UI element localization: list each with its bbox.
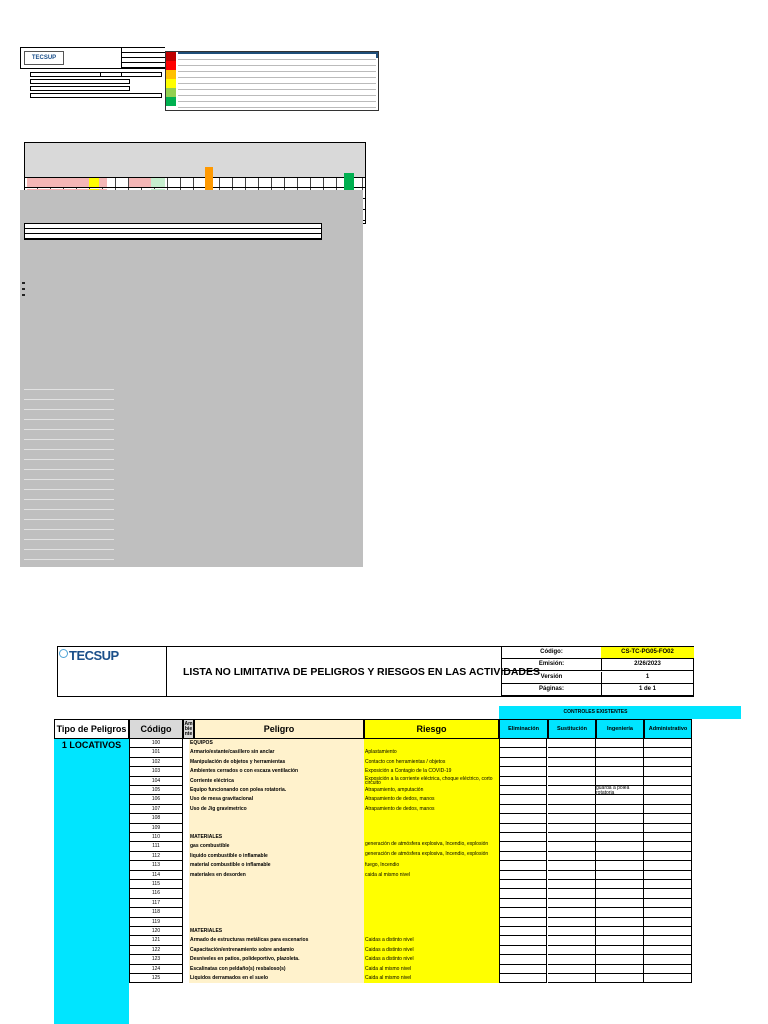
riesgo-cell: fuego, Incendio (364, 861, 499, 870)
codigo-cell: 101 (129, 748, 183, 757)
mini-legend-table (165, 51, 379, 111)
administrativo-cell (644, 824, 692, 833)
ingenieria-cell (596, 871, 644, 880)
administrativo-cell (644, 889, 692, 898)
sustitucion-cell (548, 814, 596, 823)
col-header-tipo: Tipo de Peligros (54, 719, 129, 739)
codigo-cell: 102 (129, 758, 183, 767)
eliminacion-cell (499, 861, 547, 870)
table-row (54, 880, 692, 889)
sustitucion-cell (548, 824, 596, 833)
peligro-cell: material combustible o inflamable (189, 861, 364, 870)
codigo-cell: 124 (129, 965, 183, 974)
codigo-cell: 100 (129, 739, 183, 748)
eliminacion-cell (499, 758, 547, 767)
codigo-cell: 117 (129, 899, 183, 908)
peligro-cell: EQUIPOS (189, 739, 364, 748)
sustitucion-cell (548, 739, 596, 748)
peligro-cell: Armado de estructuras metálicas para escenarios (189, 936, 364, 945)
sustitucion-cell (548, 758, 596, 767)
meta-row (502, 672, 694, 684)
ingenieria-cell: guarda a polea rotatoria (596, 786, 644, 795)
sustitucion-cell (548, 871, 596, 880)
ingenieria-cell (596, 965, 644, 974)
administrativo-cell (644, 786, 692, 795)
peligro-cell: MATERIALES (189, 833, 364, 842)
table-row (54, 908, 692, 917)
table-row (54, 918, 692, 927)
administrativo-cell (644, 871, 692, 880)
riesgo-cell (364, 918, 499, 927)
peligro-cell: Escalinatas con peldaño(s) resbaloso(s) (189, 965, 364, 974)
administrativo-cell (644, 918, 692, 927)
riesgo-cell: Atrapamiento de dedos, manos (364, 795, 499, 804)
eliminacion-cell (499, 842, 547, 851)
ingenieria-cell (596, 908, 644, 917)
administrativo-cell (644, 795, 692, 804)
peligro-cell: Capacitación/entrenamiento sobre andamio (189, 946, 364, 955)
mini-logo: TECSUP (24, 51, 64, 65)
logo-box (58, 647, 167, 696)
codigo-cell: 104 (129, 777, 183, 786)
ingenieria-cell (596, 955, 644, 964)
controls-title: CONTROLES EXISTENTES (563, 709, 628, 715)
eliminacion-cell (499, 908, 547, 917)
table-row (54, 936, 692, 945)
meta-value: 1 (645, 673, 650, 680)
sustitucion-cell (548, 805, 596, 814)
mini-header (20, 47, 165, 69)
codigo-cell: 111 (129, 842, 183, 851)
sustitucion-cell (548, 786, 596, 795)
administrativo-cell (644, 739, 692, 748)
codigo-cell: 108 (129, 814, 183, 823)
table-row (54, 955, 692, 964)
table-row (54, 927, 692, 936)
col-header-ambiente: Ambiente (183, 719, 194, 739)
ingenieria-cell (596, 974, 644, 983)
table-row (54, 852, 692, 861)
meta-label: Versión (502, 672, 602, 683)
sustitucion-cell (548, 842, 596, 851)
ingenieria-cell (596, 861, 644, 870)
administrativo-cell (644, 946, 692, 955)
table-row (54, 786, 692, 795)
riesgo-cell: Exposición a la corriente eléctrica, choque eléctrico, corto circuito (364, 777, 499, 786)
eliminacion-cell (499, 965, 547, 974)
sustitucion-cell (548, 899, 596, 908)
riesgo-cell (364, 927, 499, 936)
eliminacion-cell (499, 918, 547, 927)
peligro-cell (189, 814, 364, 823)
sustitucion-cell (548, 795, 596, 804)
riesgo-cell (364, 739, 499, 748)
eliminacion-cell (499, 748, 547, 757)
table-row (54, 758, 692, 767)
riesgo-cell: generación de atmósfera explosiva, Incendio, explosión (364, 842, 499, 851)
codigo-cell: 121 (129, 936, 183, 945)
sustitucion-cell (548, 777, 596, 786)
peligro-cell (189, 824, 364, 833)
table-row (54, 899, 692, 908)
col-header-sustitucion: Sustitución (548, 719, 596, 739)
document-title: LISTA NO LIMITATIVA DE PELIGROS Y RIESGOS EN LAS ACTIVIDADES (182, 665, 541, 678)
table-row (54, 861, 692, 870)
col-header-peligro: Peligro (194, 719, 364, 739)
administrativo-cell (644, 833, 692, 842)
meta-row (502, 659, 694, 671)
eliminacion-cell (499, 852, 547, 861)
meta-value: 1 de 1 (638, 685, 656, 692)
col-header-codigo: Código (129, 719, 183, 739)
sustitucion-cell (548, 861, 596, 870)
table-row (54, 795, 692, 804)
mini-form-fields (20, 69, 163, 109)
peligro-cell: Uso de mesa gravitacional (189, 795, 364, 804)
codigo-cell: 107 (129, 805, 183, 814)
mini-footer-lines (24, 223, 322, 240)
meta-row (502, 647, 694, 659)
sustitucion-cell (548, 936, 596, 945)
eliminacion-cell (499, 889, 547, 898)
codigo-cell: 112 (129, 852, 183, 861)
codigo-cell: 114 (129, 871, 183, 880)
riesgo-cell: Caidas a distinto nivel (364, 936, 499, 945)
administrativo-cell (644, 955, 692, 964)
sustitucion-cell (548, 833, 596, 842)
meta-row (502, 684, 694, 696)
sustitucion-cell (548, 767, 596, 776)
codigo-cell: 103 (129, 767, 183, 776)
eliminacion-cell (499, 899, 547, 908)
eliminacion-cell (499, 955, 547, 964)
peligro-cell (189, 889, 364, 898)
meta-label: Código: (502, 647, 602, 658)
ingenieria-cell (596, 739, 644, 748)
ingenieria-cell (596, 833, 644, 842)
administrativo-cell (644, 758, 692, 767)
codigo-cell: 118 (129, 908, 183, 917)
ingenieria-cell (596, 767, 644, 776)
ingenieria-cell (596, 852, 644, 861)
peligro-cell: Manipulación de objetos y herramientas (189, 758, 364, 767)
eliminacion-cell (499, 805, 547, 814)
eliminacion-cell (499, 936, 547, 945)
tipo-group-label: 1 LOCATIVOS (61, 740, 122, 750)
table-row (54, 814, 692, 823)
codigo-cell: 105 (129, 786, 183, 795)
eliminacion-cell (499, 871, 547, 880)
riesgo-cell: Atrapamiento de dedos, manos (364, 805, 499, 814)
riesgo-cell (364, 908, 499, 917)
ingenieria-cell (596, 918, 644, 927)
peligro-cell: Ambientes cerrados o con escaza ventilación (189, 767, 364, 776)
document-meta (501, 647, 694, 696)
sustitucion-cell (548, 946, 596, 955)
peligro-cell (189, 918, 364, 927)
riesgo-cell: Caida al mismo nivel (364, 974, 499, 983)
administrativo-cell (644, 927, 692, 936)
administrativo-cell (644, 842, 692, 851)
peligro-cell: Corriente eléctrica (189, 777, 364, 786)
codigo-cell: 106 (129, 795, 183, 804)
sustitucion-cell (548, 880, 596, 889)
ingenieria-cell (596, 814, 644, 823)
col-header-administrativo: Administrativo (644, 719, 692, 739)
riesgo-cell: Caidas a distinto nivel (364, 946, 499, 955)
eliminacion-cell (499, 786, 547, 795)
peligro-cell: Equipo funcionando con polea rotatoria. (189, 786, 364, 795)
peligro-cell: Liquidos derramados en el suelo (189, 974, 364, 983)
eliminacion-cell (499, 824, 547, 833)
peligro-cell (189, 880, 364, 889)
sustitucion-cell (548, 955, 596, 964)
ingenieria-cell (596, 899, 644, 908)
sustitucion-cell (548, 965, 596, 974)
ingenieria-cell (596, 927, 644, 936)
eliminacion-cell (499, 974, 547, 983)
previous-sheet-thumbnail (20, 47, 363, 567)
meta-value: CS-TC-PG05-FO02 (601, 647, 694, 658)
logo-mark-icon (59, 649, 68, 658)
peligro-cell: Desniveles en patios, polideportivo, plazoleta. (189, 955, 364, 964)
administrativo-cell (644, 974, 692, 983)
eliminacion-cell (499, 833, 547, 842)
codigo-cell: 123 (129, 955, 183, 964)
meta-label: Páginas: (502, 684, 602, 695)
sustitucion-cell (548, 748, 596, 757)
administrativo-cell (644, 777, 692, 786)
administrativo-cell (644, 748, 692, 757)
table-row (54, 889, 692, 898)
codigo-cell: 116 (129, 889, 183, 898)
eliminacion-cell (499, 814, 547, 823)
codigo-cell: 109 (129, 824, 183, 833)
codigo-cell: 125 (129, 974, 183, 983)
codigo-cell: 120 (129, 927, 183, 936)
ingenieria-cell (596, 824, 644, 833)
table-row (54, 946, 692, 955)
riesgo-cell: caida al mismo nivel (364, 871, 499, 880)
eliminacion-cell (499, 777, 547, 786)
tecsup-logo: TECSUP (69, 648, 119, 663)
codigo-cell: 110 (129, 833, 183, 842)
ingenieria-cell (596, 758, 644, 767)
mini-code-box (121, 48, 165, 68)
administrativo-cell (644, 805, 692, 814)
codigo-cell: 119 (129, 918, 183, 927)
eliminacion-cell (499, 880, 547, 889)
eliminacion-cell (499, 927, 547, 936)
table-row (54, 748, 692, 757)
meta-label: Emisión: (502, 659, 602, 670)
eliminacion-cell (499, 739, 547, 748)
ingenieria-cell (596, 805, 644, 814)
table-row (54, 805, 692, 814)
riesgo-cell (364, 814, 499, 823)
table-row (54, 974, 692, 983)
peligro-cell (189, 908, 364, 917)
ingenieria-cell (596, 880, 644, 889)
riesgo-cell: Caidas a distinto nivel (364, 955, 499, 964)
sustitucion-cell (548, 974, 596, 983)
col-header-eliminacion: Eliminación (499, 719, 548, 739)
ingenieria-cell (596, 842, 644, 851)
administrativo-cell (644, 880, 692, 889)
mini-gray-sheet-area (20, 190, 363, 567)
table-row (54, 739, 692, 748)
sustitucion-cell (548, 852, 596, 861)
administrativo-cell (644, 852, 692, 861)
eliminacion-cell (499, 767, 547, 776)
table-row (54, 871, 692, 880)
col-header-riesgo: Riesgo (364, 719, 499, 739)
riesgo-cell (364, 899, 499, 908)
riesgo-cell: Aplastamiento (364, 748, 499, 757)
sustitucion-cell (548, 908, 596, 917)
sustitucion-cell (548, 889, 596, 898)
administrativo-cell (644, 899, 692, 908)
administrativo-cell (644, 861, 692, 870)
ingenieria-cell (596, 946, 644, 955)
sustitucion-cell (548, 927, 596, 936)
riesgo-cell (364, 889, 499, 898)
codigo-cell: 113 (129, 861, 183, 870)
riesgo-cell: Exposición a Contagio de la COVID-19 (364, 767, 499, 776)
administrativo-cell (644, 936, 692, 945)
riesgo-cell (364, 824, 499, 833)
eliminacion-cell (499, 946, 547, 955)
riesgo-cell (364, 880, 499, 889)
document-header (57, 646, 694, 697)
eliminacion-cell (499, 795, 547, 804)
peligro-cell: gas combustible (189, 842, 364, 851)
riesgo-cell: Atrapamiento, amputación (364, 786, 499, 795)
ingenieria-cell (596, 748, 644, 757)
ingenieria-cell (596, 889, 644, 898)
peligro-cell: materiales en desorden (189, 871, 364, 880)
peligro-cell (189, 899, 364, 908)
administrativo-cell (644, 767, 692, 776)
riesgo-cell: Caida al mismo nivel (364, 965, 499, 974)
codigo-cell: 115 (129, 880, 183, 889)
table-row (54, 965, 692, 974)
peligro-cell: Uso de Jig gravimetrico (189, 805, 364, 814)
riesgo-cell: Contacto con herramientas / objetos (364, 758, 499, 767)
sustitucion-cell (548, 918, 596, 927)
administrativo-cell (644, 814, 692, 823)
administrativo-cell (644, 908, 692, 917)
col-header-ingenieria: Ingeniería (596, 719, 644, 739)
peligro-cell: Armario/estante/casillero sin anclar (189, 748, 364, 757)
riesgo-cell: generación de atmósfera explosiva, Incendio, explosión (364, 852, 499, 861)
peligro-cell: MATERIALES (189, 927, 364, 936)
ingenieria-cell (596, 936, 644, 945)
peligro-cell: liquido combustible o inflamable (189, 852, 364, 861)
table-row (54, 824, 692, 833)
administrativo-cell (644, 965, 692, 974)
ingenieria-cell (596, 795, 644, 804)
meta-value: 2/26/2023 (634, 661, 661, 668)
codigo-cell: 122 (129, 946, 183, 955)
